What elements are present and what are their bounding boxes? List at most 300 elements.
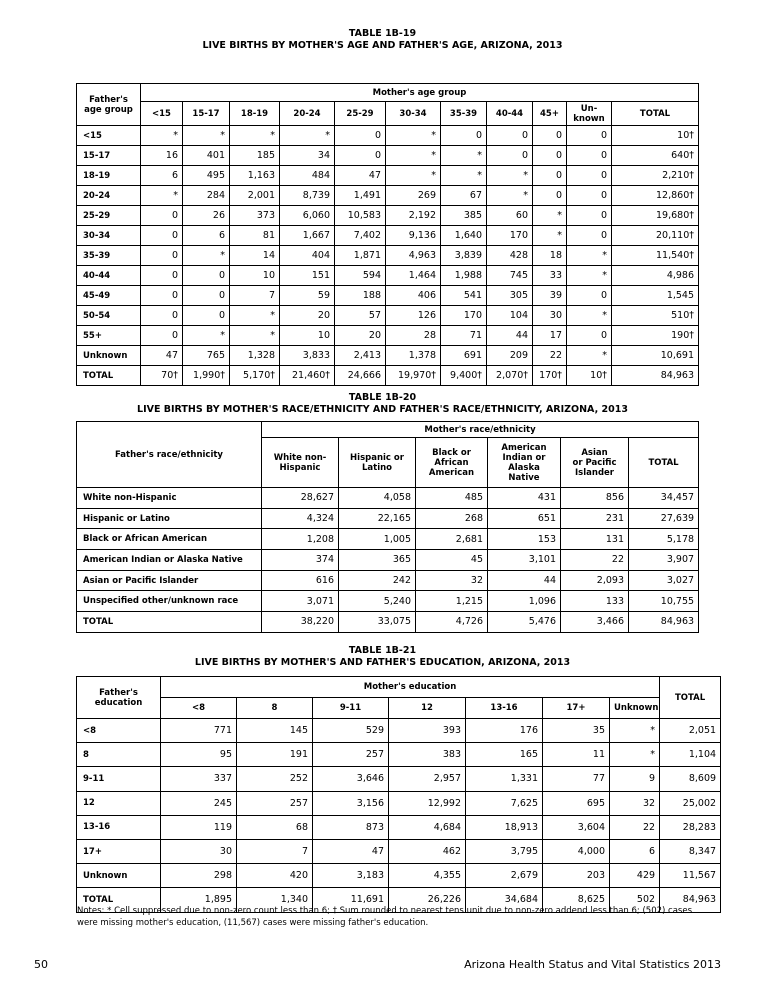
table-cell: 11,691 [313,888,389,912]
table-cell: 0 [533,126,567,146]
table-row [77,366,699,386]
table-row [77,550,699,571]
table-cell: * [487,186,533,206]
table-cell: 26,226 [389,888,466,912]
table-cell: * [567,306,612,326]
table-cell: 6,060 [280,206,335,226]
table-cell: 126 [386,306,441,326]
table-cell: 203 [543,864,610,888]
table-row [77,815,721,839]
table-row [77,719,721,743]
table-cell: 6 [141,166,183,186]
table-title: LIVE BIRTHS BY MOTHER'S RACE/ETHNICITY AND FATHER'S RACE/ETHNICITY, ARIZONA, 2013 [137,404,628,415]
table-cell: 32 [610,791,660,815]
table-cell: 3,646 [313,767,389,791]
table-cell: 119 [161,815,237,839]
table-cell: 30 [161,839,237,863]
table-cell: 298 [161,864,237,888]
table-cell: 0 [141,246,183,266]
table-cell: 11,540† [612,246,699,266]
table-row [77,743,721,767]
row-label: Unknown [77,346,141,366]
table-cell: 30 [533,306,567,326]
row-label: TOTAL [77,888,161,912]
table-cell: 11 [543,743,610,767]
row-label: Asian or Pacific Islander [77,570,262,591]
table-cell: 0 [567,326,612,346]
table-cell: 10† [567,366,612,386]
table-cell: 28,627 [262,488,339,509]
table-cell: 383 [389,743,466,767]
column-header: 17+ [543,698,610,719]
table-cell: 4,355 [389,864,466,888]
column-header: 45+ [533,102,567,126]
table-cell: 1,871 [335,246,386,266]
column-header: Unknown [610,698,660,719]
table-cell: 873 [313,815,389,839]
table-cell: 4,684 [389,815,466,839]
table-cell: 594 [335,266,386,286]
table-cell: 0 [141,206,183,226]
table-cell: 268 [416,508,488,529]
table-cell: 47 [335,166,386,186]
row-label: 35-39 [77,246,141,266]
table-cell: 0 [567,226,612,246]
table-cell: 10† [612,126,699,146]
table-cell: 10,583 [335,206,386,226]
table-cell: 20 [335,326,386,346]
table-1b-19-title [0,28,765,52]
table-cell: 3,604 [543,815,610,839]
table-cell: * [487,166,533,186]
table-cell: 32 [416,570,488,591]
page-number: 50 [34,958,48,971]
table-row [77,570,699,591]
table-cell: 245 [161,791,237,815]
table-cell: 170 [487,226,533,246]
table-row [77,529,699,550]
table-cell: 190† [612,326,699,346]
table-cell: 3,839 [441,246,487,266]
table-row [77,612,699,633]
table-row [77,326,699,346]
row-label: 15-17 [77,146,141,166]
table-cell: 0 [533,166,567,186]
table-cell: 24,666 [335,366,386,386]
table-cell: 185 [230,146,280,166]
table-cell: 39 [533,286,567,306]
table-cell: 1,545 [612,286,699,306]
table-cell: 3,101 [488,550,561,571]
table-cell: 1,378 [386,346,441,366]
table-cell: 4,000 [543,839,610,863]
table-cell: 5,178 [629,529,699,550]
table-cell: 22 [610,815,660,839]
table-cell: 12,860† [612,186,699,206]
table-cell: 2,681 [416,529,488,550]
table-cell: 429 [610,864,660,888]
table-cell: 12,992 [389,791,466,815]
column-header: 25-29 [335,102,386,126]
table-cell: 176 [466,719,543,743]
table-cell: 145 [237,719,313,743]
table-cell: 502 [610,888,660,912]
table-cell: 9,400† [441,366,487,386]
table-cell: 0 [567,206,612,226]
table-row [77,246,699,266]
table-cell: 1,340 [237,888,313,912]
table-cell: 4,726 [416,612,488,633]
table-cell: 153 [488,529,561,550]
table-title: LIVE BIRTHS BY MOTHER'S AGE AND FATHER'S AGE, ARIZONA, 2013 [202,40,563,51]
table-cell: 3,833 [280,346,335,366]
table-cell: * [230,326,280,346]
table-row [77,186,699,206]
table-cell: 81 [230,226,280,246]
row-label: Hispanic or Latino [77,508,262,529]
table-cell: 47 [313,839,389,863]
table-cell: 231 [561,508,629,529]
table-cell: 252 [237,767,313,791]
column-header: 20-24 [280,102,335,126]
table-cell: 484 [280,166,335,186]
table-cell: 165 [466,743,543,767]
table-cell: 7 [230,286,280,306]
table-1b-21-title [0,645,765,669]
table-cell: 0 [533,186,567,206]
table-cell: 131 [561,529,629,550]
table-cell: 20,110† [612,226,699,246]
table-cell: 651 [488,508,561,529]
row-label: 40-44 [77,266,141,286]
table-cell: 84,963 [612,366,699,386]
table-cell: 84,963 [660,888,721,912]
table-cell: 17 [533,326,567,346]
row-label: American Indian or Alaska Native [77,550,262,571]
table-cell: * [386,126,441,146]
table-cell: 45 [416,550,488,571]
table-cell: 8,347 [660,839,721,863]
table-cell: 104 [487,306,533,326]
table-cell: 0 [567,186,612,206]
table-cell: 2,001 [230,186,280,206]
corner-header: Father's race/ethnicity [77,422,262,488]
table-cell: * [280,126,335,146]
row-label: 25-29 [77,206,141,226]
row-label: 18-19 [77,166,141,186]
table-cell: 0 [141,226,183,246]
table-cell: 7,625 [466,791,543,815]
row-label: White non-Hispanic [77,488,262,509]
table-cell: 284 [183,186,230,206]
table-cell: 22,165 [339,508,416,529]
table-cell: 485 [416,488,488,509]
table-cell: * [230,306,280,326]
table-cell: 10,691 [612,346,699,366]
table-cell: 7,402 [335,226,386,246]
table-cell: 745 [487,266,533,286]
row-label: Black or African American [77,529,262,550]
table-cell: 33,075 [339,612,416,633]
table-cell: 1,988 [441,266,487,286]
table-cell: 1,005 [339,529,416,550]
table-label: TABLE 1B-21 [348,645,417,656]
column-header: TOTAL [629,438,699,488]
table-cell: 4,324 [262,508,339,529]
table-cell: 170 [441,306,487,326]
group-header: Mother's age group [141,84,699,102]
table-cell: 3,907 [629,550,699,571]
table-cell: 393 [389,719,466,743]
column-header: 40-44 [487,102,533,126]
table-cell: * [610,743,660,767]
table-cell: 0 [567,146,612,166]
row-label: 20-24 [77,186,141,206]
table-cell: * [533,226,567,246]
table-cell: 8,609 [660,767,721,791]
table-cell: * [230,126,280,146]
table-cell: 0 [567,286,612,306]
table-cell: 6 [183,226,230,246]
table-cell: 0 [141,286,183,306]
table-cell: * [441,146,487,166]
table-1b-20 [76,421,699,633]
table-cell: * [567,346,612,366]
group-header: Mother's race/ethnicity [262,422,699,438]
table-cell: 529 [313,719,389,743]
table-cell: * [441,166,487,186]
table-cell: 3,156 [313,791,389,815]
table-cell: 47 [141,346,183,366]
table-title: LIVE BIRTHS BY MOTHER'S AND FATHER'S EDUCATION, ARIZONA, 2013 [194,657,571,668]
table-cell: * [567,266,612,286]
table-row [77,126,699,146]
table-cell: 856 [561,488,629,509]
table-cell: 68 [237,815,313,839]
row-label: 9-11 [77,767,161,791]
column-header: Asian or Pacific Islander [561,438,629,488]
row-label: TOTAL [77,612,262,633]
table-cell: 84,963 [629,612,699,633]
table-cell: 2,192 [386,206,441,226]
table-cell: 305 [487,286,533,306]
table-cell: 406 [386,286,441,306]
table-cell: 34,684 [466,888,543,912]
table-row [77,346,699,366]
table-cell: 640† [612,146,699,166]
row-label: <15 [77,126,141,146]
table-cell: 0 [487,126,533,146]
table-cell: 25,002 [660,791,721,815]
table-cell: 1,990† [183,366,230,386]
table-cell: 22 [533,346,567,366]
table-cell: 5,240 [339,591,416,612]
table-cell: 1,464 [386,266,441,286]
table-cell: 5,476 [488,612,561,633]
table-cell: 691 [441,346,487,366]
table-row [77,767,721,791]
column-header: 15-17 [183,102,230,126]
table-cell: 1,667 [280,226,335,246]
table-cell: 70† [141,366,183,386]
table-cell: 420 [237,864,313,888]
row-label: Unknown [77,864,161,888]
table-row [77,286,699,306]
table-cell: 188 [335,286,386,306]
table-cell: 374 [262,550,339,571]
table-cell: 57 [335,306,386,326]
table-cell: 209 [487,346,533,366]
row-label: 8 [77,743,161,767]
table-cell: 95 [161,743,237,767]
table-cell: 0 [141,266,183,286]
table-cell: 1,096 [488,591,561,612]
table-row [77,206,699,226]
table-cell: 0 [567,126,612,146]
table-cell: 0 [335,126,386,146]
table-cell: 11,567 [660,864,721,888]
table-cell: 337 [161,767,237,791]
table-cell: 3,795 [466,839,543,863]
row-label: 12 [77,791,161,815]
table-cell: 170† [533,366,567,386]
table-cell: 0 [183,266,230,286]
table-row [77,226,699,246]
table-cell: 2,413 [335,346,386,366]
table-cell: 2,051 [660,719,721,743]
table-cell: 9 [610,767,660,791]
table-cell: 1,208 [262,529,339,550]
row-label: 45-49 [77,286,141,306]
row-label: Unspecified other/unknown race [77,591,262,612]
table-cell: * [386,166,441,186]
table-cell: 10 [280,326,335,346]
table-row [77,166,699,186]
table-cell: 1,331 [466,767,543,791]
table-cell: * [610,719,660,743]
table-cell: 191 [237,743,313,767]
row-label: 50-54 [77,306,141,326]
table-cell: 695 [543,791,610,815]
table-cell: 34 [280,146,335,166]
table-row [77,839,721,863]
table-cell: 5,170† [230,366,280,386]
table-cell: 59 [280,286,335,306]
table-row [77,306,699,326]
row-label: 55+ [77,326,141,346]
table-cell: 22 [561,550,629,571]
table-cell: 27,639 [629,508,699,529]
table-cell: 0 [533,146,567,166]
table-cell: 2,070† [487,366,533,386]
table-cell: 35 [543,719,610,743]
table-cell: 0 [487,146,533,166]
table-cell: 4,058 [339,488,416,509]
table-cell: 269 [386,186,441,206]
column-header: American Indian or Alaska Native [488,438,561,488]
total-header: TOTAL [660,677,721,719]
table-cell: 1,215 [416,591,488,612]
table-cell: * [183,126,230,146]
table-cell: 3,466 [561,612,629,633]
table-cell: 1,895 [161,888,237,912]
table-cell: 19,680† [612,206,699,226]
table-cell: * [567,246,612,266]
table-cell: * [141,126,183,146]
column-header: Un- known [567,102,612,126]
corner-header: Father's education [77,677,161,719]
corner-header: Father's age group [77,84,141,126]
column-header: Black or African American [416,438,488,488]
table-cell: 1,163 [230,166,280,186]
table-cell: 1,328 [230,346,280,366]
table-cell: * [141,186,183,206]
table-cell: 38,220 [262,612,339,633]
column-header: Hispanic or Latino [339,438,416,488]
table-cell: 133 [561,591,629,612]
publication-title: Arizona Health Status and Vital Statistics 2013 [464,958,721,971]
row-label: 17+ [77,839,161,863]
table-cell: 21,460† [280,366,335,386]
row-label: TOTAL [77,366,141,386]
table-cell: 495 [183,166,230,186]
table-cell: 242 [339,570,416,591]
table-cell: 4,963 [386,246,441,266]
table-label: TABLE 1B-19 [348,28,417,39]
table-cell: 462 [389,839,466,863]
table-cell: 71 [441,326,487,346]
table-cell: 77 [543,767,610,791]
column-header: White non- Hispanic [262,438,339,488]
column-header: 8 [237,698,313,719]
table-cell: 428 [487,246,533,266]
table-cell: 431 [488,488,561,509]
table-cell: 0 [441,126,487,146]
table-cell: 1,104 [660,743,721,767]
table-cell: 0 [141,326,183,346]
table-cell: 0 [567,166,612,186]
table-1b-21 [76,676,721,913]
table-row [77,508,699,529]
table-cell: 3,183 [313,864,389,888]
table-cell: 3,027 [629,570,699,591]
table-cell: 2,210† [612,166,699,186]
column-header: <8 [161,698,237,719]
table-cell: 14 [230,246,280,266]
table-cell: 4,986 [612,266,699,286]
row-label: <8 [77,719,161,743]
table-cell: 0 [141,306,183,326]
table-cell: 401 [183,146,230,166]
table-notes: Notes: * Cell suppressed due to non-zero count less than 6; † Sum rounded to nearest tens unit due to non-zero addend less than 6; (502) cases were missing mother's education, (11,567) cases were missing father's education. [77,906,693,928]
table-1b-20-title [0,392,765,416]
table-cell: 44 [487,326,533,346]
column-header: 18-19 [230,102,280,126]
table-label: TABLE 1B-20 [348,392,417,403]
table-cell: 0 [183,306,230,326]
table-cell: 541 [441,286,487,306]
table-cell: 616 [262,570,339,591]
row-label: 13-16 [77,815,161,839]
table-cell: 18,913 [466,815,543,839]
table-cell: 8,625 [543,888,610,912]
table-cell: * [533,206,567,226]
table-row [77,864,721,888]
table-cell: 20 [280,306,335,326]
table-cell: 44 [488,570,561,591]
table-cell: 365 [339,550,416,571]
table-cell: * [183,326,230,346]
